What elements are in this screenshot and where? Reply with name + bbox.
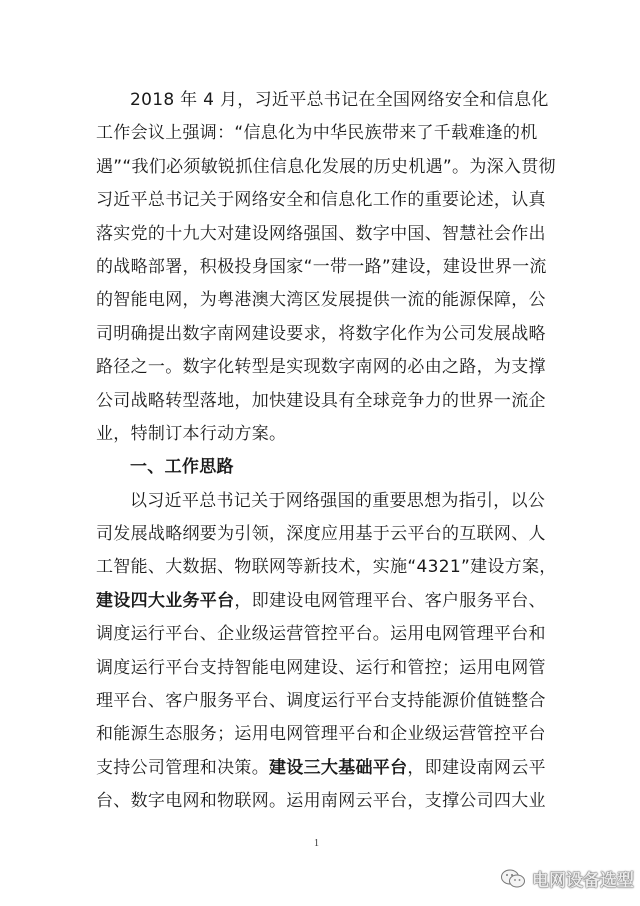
text-segment: 路径之一。数字化转型是实现数字南网的必由之路，为支撑 — [96, 357, 546, 378]
text-line — [96, 585, 546, 618]
document-body — [96, 84, 557, 819]
text-segment: ，即建设电网管理平台、客户服务平台、 — [234, 590, 546, 611]
text-line — [96, 618, 546, 651]
watermark — [500, 866, 634, 891]
text-segment: 台、数字电网和物联网。运用南网云平台，支撑公司四大业 — [96, 791, 546, 812]
text-segment: 的智能电网，为粤港澳大湾区发展提供一流的能源保障，公 — [96, 290, 546, 311]
text-line — [96, 752, 546, 785]
page-number: 1 — [314, 838, 319, 849]
text-segment: 和能源生态服务；运用电网管理平台和企业级运营管控平台 — [96, 724, 546, 745]
text-line — [96, 151, 556, 184]
text-segment: 习近平总书记关于网络安全和信息化工作的重要论述，认真 — [96, 190, 546, 211]
text-line — [96, 685, 546, 718]
text-line — [96, 418, 512, 451]
text-segment: ，即建设南网云平 — [407, 757, 546, 778]
text-line — [96, 385, 546, 418]
text-line — [96, 218, 546, 251]
watermark-text: 电网设备选型 — [532, 871, 634, 891]
text-segment: 工作会议上强调：“信息化为中华民族带来了千载难逢的机 — [96, 123, 538, 144]
bold-text: 建设四大业务平台 — [96, 590, 235, 611]
bold-text: 建设三大基础平台 — [269, 757, 408, 778]
text-segment: 理平台、客户服务平台、调度运行平台支持能源价值链整合 — [96, 691, 546, 712]
wechat-icon — [500, 868, 526, 890]
text-segment: 调度运行平台支持智能电网建设、运行和管控；运用电网管 — [96, 657, 546, 678]
text-segment: 司发展战略纲要为引领，深度应用基于云平台的互联网、人 — [96, 524, 546, 545]
text-line — [96, 518, 546, 551]
text-line — [96, 117, 538, 150]
text-segment: 业，特制订本行动方案。 — [96, 423, 287, 444]
text-segment: 以习近平总书记关于网络强国的重要思想为指引，以公 — [130, 490, 546, 511]
text-segment: 支持公司管理和决策。 — [96, 757, 269, 778]
text-segment: 调度运行平台、企业级运营管控平台。运用电网管理平台和 — [96, 624, 546, 645]
text-line — [96, 652, 546, 685]
text-segment: 司明确提出数字南网建设要求，将数字化作为公司发展战略 — [96, 323, 546, 344]
bold-text: 一、工作思路 — [130, 457, 234, 478]
text-line — [96, 351, 546, 384]
text-line — [96, 84, 549, 117]
section-heading — [96, 451, 512, 484]
text-segment: 落实党的十九大对建设网络强国、数字中国、智慧社会作出 — [96, 223, 546, 244]
text-segment: 工智能、大数据、物联网等新技术，实施“4321”建设方案， — [96, 557, 557, 578]
text-line — [96, 718, 546, 751]
text-line — [96, 551, 557, 584]
text-line — [96, 284, 546, 317]
text-line — [96, 184, 546, 217]
text-segment: 2018 年 4 月，习近平总书记在全国网络安全和信息化 — [130, 90, 549, 110]
text-line — [96, 785, 546, 818]
text-line — [96, 485, 546, 518]
text-segment: 遇”“我们必须敏锐抓住信息化发展的历史机遇”。为深入贯彻 — [96, 156, 556, 177]
text-segment: 的战略部署，积极投身国家“一带一路”建设，建设世界一流 — [96, 256, 547, 277]
text-line — [96, 251, 547, 284]
text-segment: 公司战略转型落地，加快建设具有全球竞争力的世界一流企 — [96, 390, 546, 411]
text-line — [96, 318, 546, 351]
